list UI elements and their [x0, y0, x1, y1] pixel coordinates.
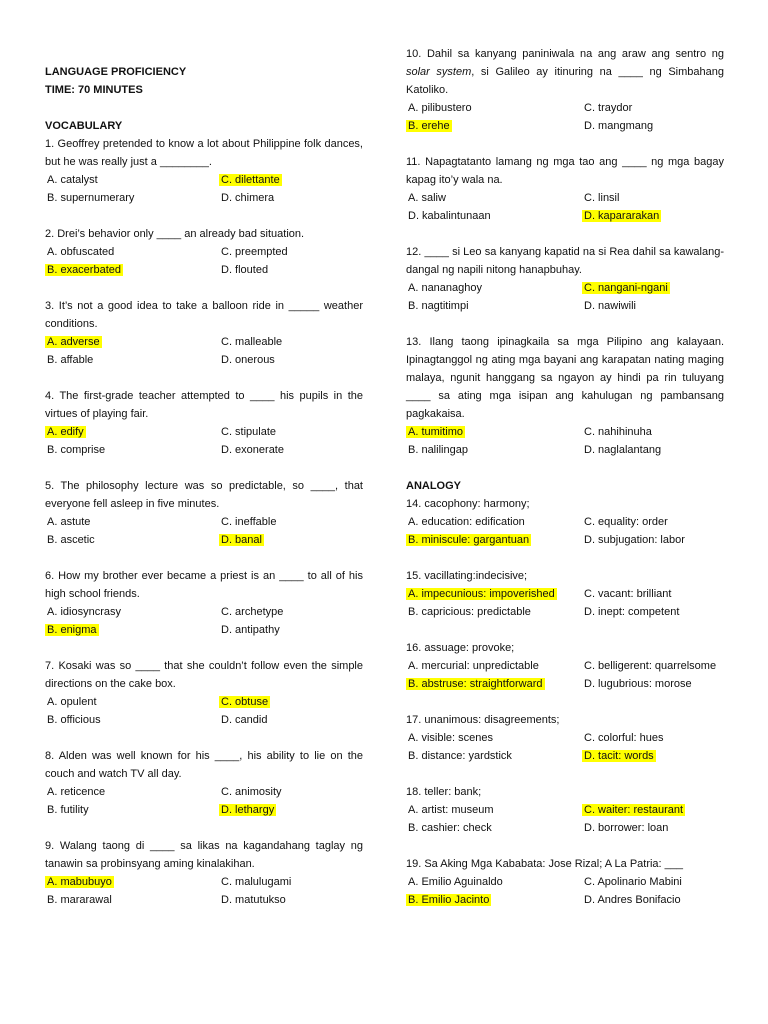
answer-options	[406, 513, 724, 549]
answer-option	[582, 99, 724, 117]
question-stem: 9. Walang taong di ____ sa likas na kagandahang taglay ng tanawin sa probinsyang aming kinalakihan.	[45, 840, 363, 870]
question	[406, 153, 724, 225]
answer-option	[406, 819, 582, 837]
answer-option	[582, 531, 724, 549]
answer-option	[219, 423, 363, 441]
answer-option-text: D. flouted	[221, 264, 269, 276]
answer-option-text: A. impecunious: impoverished	[408, 588, 555, 600]
answer-option-text: C. dilettante	[221, 174, 280, 186]
answer-option-text: A. opulent	[47, 696, 97, 708]
answer-option	[45, 801, 219, 819]
question	[45, 225, 363, 279]
answer-options	[45, 423, 363, 459]
answer-option	[219, 783, 363, 801]
answer-option-text: D. mangmang	[584, 120, 654, 132]
answer-option-text: B. officious	[47, 714, 101, 726]
answer-option-text: A. idiosyncrasy	[47, 606, 121, 618]
filipino-question-list	[406, 45, 724, 459]
answer-option-text: C. malleable	[221, 336, 283, 348]
answer-options	[406, 801, 724, 837]
answer-option-text: D. onerous	[221, 354, 275, 366]
answer-option	[406, 657, 582, 675]
answer-option-highlighted	[219, 531, 363, 549]
answer-option-highlighted	[406, 675, 582, 693]
answer-option-text: A. obfuscated	[47, 246, 115, 258]
question	[45, 297, 363, 369]
answer-option-highlighted	[219, 171, 363, 189]
left-column	[45, 0, 363, 909]
question	[406, 855, 724, 909]
answer-option	[45, 513, 219, 531]
answer-option-text: A. artist: museum	[408, 804, 494, 816]
answer-option	[45, 351, 219, 369]
answer-option	[45, 189, 219, 207]
answer-option-text: D. chimera	[221, 192, 275, 204]
answer-option	[582, 297, 724, 315]
answer-option	[406, 297, 582, 315]
answer-option	[582, 675, 724, 693]
answer-option-text: D. lugubrious: morose	[584, 678, 692, 690]
answer-option	[219, 621, 363, 639]
answer-option	[406, 513, 582, 531]
answer-option	[406, 747, 582, 765]
answer-option-text: B. futility	[47, 804, 89, 816]
answer-option-text: A. Emilio Aguinaldo	[408, 876, 503, 888]
answer-option	[406, 207, 582, 225]
answer-option	[582, 585, 724, 603]
answer-option-text: B. erehe	[408, 120, 450, 132]
answer-option-text: C. waiter: restaurant	[584, 804, 684, 816]
answer-options	[406, 99, 724, 135]
question-stem-part: , si Galileo ay itinuring na ____ ng Simbahang Katoliko.	[406, 66, 724, 96]
answer-option-text: A. nananaghoy	[408, 282, 483, 294]
answer-option-text: A. edify	[47, 426, 84, 438]
answer-option-text: B. ascetic	[47, 534, 95, 546]
answer-options	[406, 873, 724, 909]
question-stem: 17. unanimous: disagreements;	[406, 714, 560, 726]
answer-options	[45, 513, 363, 549]
answer-option	[45, 531, 219, 549]
answer-option-text: B. comprise	[47, 444, 106, 456]
answer-option-text: B. nagtitimpi	[408, 300, 469, 312]
answer-option-text: D. exonerate	[221, 444, 284, 456]
answer-option	[219, 891, 363, 909]
answer-option-highlighted	[45, 873, 219, 891]
answer-option-text: C. malulugami	[221, 876, 292, 888]
answer-option-text: D. tacit: words	[584, 750, 654, 762]
answer-option-highlighted	[582, 747, 724, 765]
answer-option	[406, 99, 582, 117]
answer-options	[45, 171, 363, 207]
exam-time: TIME: 70 MINUTES	[45, 84, 143, 96]
question-stem: 19. Sa Aking Mga Kababata: Jose Rizal; A La Patria: ___	[406, 858, 684, 870]
question-stem: 8. Alden was well known for his ____, his ability to lie on the couch and watch TV all day.	[45, 750, 363, 780]
answer-options	[45, 873, 363, 909]
question-stem: 3. It’s not a good idea to take a balloon ride in _____ weather conditions.	[45, 300, 363, 330]
answer-option-text: D. inept: competent	[584, 606, 680, 618]
answer-option	[45, 783, 219, 801]
analogy-question-list	[406, 495, 724, 909]
answer-option-text: A. tumitimo	[408, 426, 464, 438]
answer-option-text: B. enigma	[47, 624, 97, 636]
answer-option	[582, 189, 724, 207]
answer-option-text: A. mabubuyo	[47, 876, 112, 888]
answer-option-text: A. pilibustero	[408, 102, 472, 114]
answer-options	[406, 657, 724, 693]
question-stem-italic: solar system	[406, 66, 472, 78]
answer-option	[45, 891, 219, 909]
answer-option	[45, 441, 219, 459]
question	[45, 135, 363, 207]
answer-options	[45, 243, 363, 279]
answer-option-text: D. kabalintunaan	[408, 210, 491, 222]
answer-option-text: B. cashier: check	[408, 822, 492, 834]
question-stem-part: 10. Dahil sa kanyang paniniwala na ang araw ang sentro ng	[406, 48, 724, 60]
answer-option	[582, 117, 724, 135]
answer-option	[406, 189, 582, 207]
answer-option-highlighted	[219, 693, 363, 711]
answer-option	[45, 243, 219, 261]
answer-option-text: C. colorful: hues	[584, 732, 664, 744]
question	[406, 567, 724, 621]
answer-options	[45, 333, 363, 369]
answer-options	[45, 783, 363, 819]
answer-option	[582, 657, 724, 675]
question-stem: 11. Napagtatanto lamang ng mga tao ang ____ ng mga bagay kapag ito’y wala na.	[406, 156, 724, 186]
answer-option	[219, 603, 363, 621]
answer-option-text: C. Apolinario Mabini	[584, 876, 682, 888]
answer-option	[406, 441, 582, 459]
answer-option-highlighted	[45, 333, 219, 351]
answer-option-highlighted	[219, 801, 363, 819]
question-stem: 14. cacophony: harmony;	[406, 498, 530, 510]
exam-title: LANGUAGE PROFICIENCY	[45, 66, 187, 78]
question-stem: 13. Ilang taong ipinagkaila sa mga Pilipino ang kalayaan. Ipinagtanggol ng ating mga bayani ang karapatan nating maging malaya, ngunit hanggang sa ngayon ay hindi pa rin tuluyang ____ sa ating mga isipan ang kahulugan ng pambansang pagkakaisa.	[406, 336, 724, 420]
question	[406, 45, 724, 135]
vocabulary-question-list	[45, 135, 363, 909]
answer-option-text: C. linsil	[584, 192, 620, 204]
answer-option	[219, 189, 363, 207]
question	[406, 333, 724, 459]
question	[406, 495, 724, 549]
answer-option	[219, 513, 363, 531]
answer-option-text: B. distance: yardstick	[408, 750, 512, 762]
answer-option-text: B. miniscule: gargantuan	[408, 534, 530, 546]
answer-option-highlighted	[406, 585, 582, 603]
section-analogy: ANALOGY	[406, 480, 461, 492]
answer-option	[219, 351, 363, 369]
question	[406, 783, 724, 837]
answer-option-text: C. obtuse	[221, 696, 269, 708]
answer-option	[582, 873, 724, 891]
answer-option-text: D. naglalantang	[584, 444, 662, 456]
answer-option	[582, 891, 724, 909]
answer-option-highlighted	[45, 261, 219, 279]
answer-option-text: C. nangani-ngani	[584, 282, 668, 294]
answer-option-highlighted	[45, 621, 219, 639]
answer-options	[406, 729, 724, 765]
answer-option	[582, 423, 724, 441]
answer-option-text: B. capricious: predictable	[408, 606, 531, 618]
question	[45, 657, 363, 729]
answer-option-text: B. mararawal	[47, 894, 112, 906]
answer-option	[45, 171, 219, 189]
answer-option-text: A. catalyst	[47, 174, 98, 186]
answer-options	[406, 423, 724, 459]
answer-option	[406, 873, 582, 891]
answer-option-highlighted	[406, 423, 582, 441]
answer-option-text: A. reticence	[47, 786, 106, 798]
question-stem: 7. Kosaki was so ____ that she couldn’t follow even the simple directions on the cake box.	[45, 660, 363, 690]
answer-option	[406, 279, 582, 297]
answer-option-text: B. Emilio Jacinto	[408, 894, 490, 906]
answer-option	[406, 801, 582, 819]
right-column	[406, 45, 724, 909]
answer-option-text: A. saliw	[408, 192, 446, 204]
answer-option	[582, 513, 724, 531]
answer-options	[406, 189, 724, 225]
answer-option-text: C. preempted	[221, 246, 288, 258]
exam-header	[45, 63, 363, 99]
answer-option-highlighted	[406, 117, 582, 135]
answer-options	[45, 693, 363, 729]
answer-option-text: C. belligerent: quarrelsome	[584, 660, 717, 672]
question-stem: 12. ____ si Leo sa kanyang kapatid na si Rea dahil sa kawalang-dangal ng napili nitong hanapbuhay.	[406, 246, 724, 276]
answer-option-text: D. subjugation: labor	[584, 534, 685, 546]
question-stem	[406, 45, 724, 99]
question	[45, 567, 363, 639]
answer-option	[219, 333, 363, 351]
answer-option-highlighted	[406, 891, 582, 909]
answer-option	[219, 261, 363, 279]
answer-option-highlighted	[45, 423, 219, 441]
answer-option-text: D. matutukso	[221, 894, 286, 906]
question-stem: 18. teller: bank;	[406, 786, 482, 798]
answer-option-text: C. nahihinuha	[584, 426, 652, 438]
question	[45, 747, 363, 819]
answer-options	[45, 603, 363, 639]
answer-option-text: D. banal	[221, 534, 262, 546]
question-stem: 4. The first-grade teacher attempted to ____ his pupils in the virtues of playing fair.	[45, 390, 363, 420]
answer-option-text: B. supernumerary	[47, 192, 135, 204]
answer-option-text: A. adverse	[47, 336, 100, 348]
answer-option-highlighted	[582, 801, 724, 819]
answer-option-text: B. affable	[47, 354, 94, 366]
answer-option	[219, 441, 363, 459]
question	[45, 837, 363, 909]
question	[45, 387, 363, 459]
answer-option	[582, 603, 724, 621]
answer-option-text: D. kapararakan	[584, 210, 660, 222]
answer-option-text: C. traydor	[584, 102, 633, 114]
answer-option-text: B. nalilingap	[408, 444, 468, 456]
answer-option	[219, 243, 363, 261]
answer-option	[582, 441, 724, 459]
answer-option-highlighted	[582, 207, 724, 225]
answer-option-text: C. archetype	[221, 606, 284, 618]
answer-option-text: D. antipathy	[221, 624, 280, 636]
answer-option	[406, 729, 582, 747]
section-vocabulary: VOCABULARY	[45, 120, 123, 132]
answer-option-highlighted	[406, 531, 582, 549]
question	[406, 639, 724, 693]
question-stem: 2. Drei’s behavior only ____ an already bad situation.	[45, 228, 305, 240]
answer-option-text: D. lethargy	[221, 804, 275, 816]
answer-option-text: D. borrower: loan	[584, 822, 669, 834]
answer-option-text: A. education: edification	[408, 516, 525, 528]
answer-option	[582, 729, 724, 747]
answer-option	[45, 711, 219, 729]
answer-option-text: A. astute	[47, 516, 91, 528]
answer-option-text: C. ineffable	[221, 516, 277, 528]
answer-option	[406, 603, 582, 621]
answer-option-text: C. stipulate	[221, 426, 277, 438]
answer-option	[45, 603, 219, 621]
answer-option-text: C. vacant: brilliant	[584, 588, 672, 600]
question	[45, 477, 363, 549]
answer-option-text: B. abstruse: straightforward	[408, 678, 543, 690]
question-stem: 6. How my brother ever became a priest is an ____ to all of his high school friends.	[45, 570, 363, 600]
answer-option-text: D. nawiwili	[584, 300, 636, 312]
answer-option	[219, 873, 363, 891]
answer-option-text: D. candid	[221, 714, 268, 726]
answer-option-text: C. animosity	[221, 786, 282, 798]
question-stem: 16. assuage: provoke;	[406, 642, 515, 654]
question-stem: 5. The philosophy lecture was so predictable, so ____, that everyone fell asleep in five minutes.	[45, 480, 363, 510]
answer-option-text: A. visible: scenes	[408, 732, 493, 744]
answer-options	[406, 279, 724, 315]
answer-option	[219, 711, 363, 729]
question	[406, 243, 724, 315]
answer-option	[582, 819, 724, 837]
answer-option-text: A. mercurial: unpredictable	[408, 660, 539, 672]
answer-option-text: D. Andres Bonifacio	[584, 894, 681, 906]
question-stem: 15. vacillating:indecisive;	[406, 570, 528, 582]
answer-option-text: B. exacerbated	[47, 264, 121, 276]
answer-options	[406, 585, 724, 621]
question-stem: 1. Geoffrey pretended to know a lot about Philippine folk dances, but he was really just a ________.	[45, 138, 363, 168]
question	[406, 711, 724, 765]
answer-option	[45, 693, 219, 711]
answer-option-highlighted	[582, 279, 724, 297]
answer-option-text: C. equality: order	[584, 516, 668, 528]
